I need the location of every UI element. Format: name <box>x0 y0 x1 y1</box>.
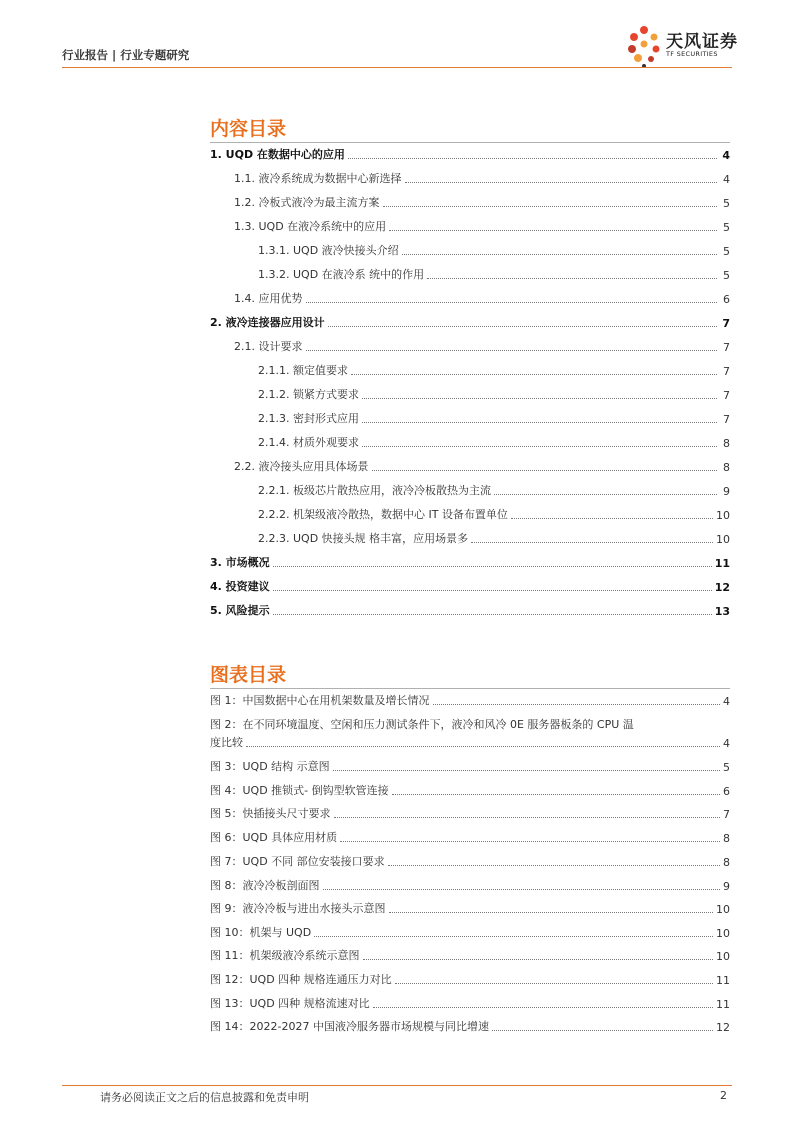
figure-item[interactable] <box>210 758 730 774</box>
toc-item-page: 5 <box>723 197 730 210</box>
toc-item-label: 1.3.1. UQD 液冷快接头介绍 <box>258 244 399 257</box>
toc-item[interactable] <box>210 314 730 330</box>
figure-leader <box>392 793 720 795</box>
toc-item[interactable] <box>234 290 730 306</box>
toc-leader <box>306 301 718 303</box>
figure-leader <box>363 958 714 960</box>
toc-item-label: 2.1.2. 锁紧方式要求 <box>258 388 359 401</box>
toc-item-label: 1.3. UQD 在液冷系统中的应用 <box>234 220 387 233</box>
figure-item[interactable] <box>210 805 730 821</box>
toc-item-page: 5 <box>723 245 730 258</box>
toc-item-label: 2.1. 设计要求 <box>234 340 303 353</box>
figure-item-label: 图 12：UQD 四种 规格连通压力对比 <box>210 973 392 986</box>
figure-leader <box>373 1006 713 1008</box>
figure-item-label: 图 14：2022-2027 中国液冷服务器市场规模与同比增速 <box>210 1020 489 1033</box>
toc-item-label: 2.2.1. 板级芯片散热应用，液冷冷板散热为主流 <box>258 484 491 497</box>
toc-item[interactable] <box>234 218 730 234</box>
toc-item-page: 10 <box>716 509 730 522</box>
toc-item[interactable] <box>234 458 730 474</box>
figure-item-label: 图 4：UQD 推锁式- 倒钩型软管连接 <box>210 784 389 797</box>
toc-item[interactable] <box>258 362 730 378</box>
figure-item[interactable] <box>210 853 730 869</box>
toc-item-page: 8 <box>723 437 730 450</box>
toc-leader <box>372 469 718 471</box>
figure-item[interactable] <box>210 900 730 916</box>
toc-item[interactable] <box>258 482 730 498</box>
toc-item-page: 7 <box>723 341 730 354</box>
figure-item-page: 7 <box>723 808 730 821</box>
toc-title-rule <box>210 142 730 143</box>
toc-leader <box>328 325 717 327</box>
toc-leader <box>427 277 717 279</box>
toc-item-page: 6 <box>723 293 730 306</box>
toc-item-page: 4 <box>722 149 730 162</box>
figure-item-label: 图 2：在不同环境温度、空闲和压力测试条件下，液冷和风冷 0E 服务器板条的 CPU 温 <box>210 718 634 731</box>
footer-disclaimer: 请务必阅读正文之后的信息披露和免责申明 <box>100 1091 309 1104</box>
figure-item[interactable] <box>210 947 730 963</box>
toc-item-page: 7 <box>722 317 730 330</box>
figure-item-page: 4 <box>723 695 730 708</box>
page-number: 2 <box>720 1089 727 1102</box>
toc-item[interactable] <box>258 530 730 546</box>
toc-item-label: 3. 市场概况 <box>210 556 270 569</box>
figure-leader <box>433 703 721 705</box>
toc-item-label: 2.2.3. UQD 快接头规 格丰富，应用场景多 <box>258 532 469 545</box>
figure-item[interactable] <box>210 1018 730 1034</box>
toc-item-page: 7 <box>723 365 730 378</box>
toc-item-label: 4. 投资建议 <box>210 580 270 593</box>
toc-item-page: 9 <box>723 485 730 498</box>
toc-item[interactable] <box>210 602 730 618</box>
figure-item-page: 11 <box>716 998 730 1011</box>
toc-item[interactable] <box>234 170 730 186</box>
figure-item-page: 5 <box>723 761 730 774</box>
toc-item[interactable] <box>258 266 730 282</box>
figure-leader <box>333 769 720 771</box>
toc-item[interactable] <box>210 554 730 570</box>
figure-item[interactable] <box>210 716 730 750</box>
toc-item-label: 2.1.3. 密封形式应用 <box>258 412 359 425</box>
figure-item-page: 4 <box>723 737 730 750</box>
figure-item-page: 6 <box>723 785 730 798</box>
toc-item[interactable] <box>234 194 730 210</box>
toc-leader <box>389 229 717 231</box>
figure-item-page: 9 <box>723 880 730 893</box>
figure-leader <box>388 864 720 866</box>
toc-item-label: 5. 风险提示 <box>210 604 270 617</box>
toc-leader <box>383 205 718 207</box>
toc-leader <box>405 181 718 183</box>
figure-item-label: 图 3：UQD 结构 示意图 <box>210 760 330 773</box>
figure-leader <box>323 888 721 890</box>
figures-title: 图表目录 <box>210 664 287 686</box>
company-logo <box>624 22 738 68</box>
figure-item-page: 10 <box>716 903 730 916</box>
toc-item-label: 2.1.1. 额定值要求 <box>258 364 348 377</box>
toc-leader <box>348 157 717 159</box>
toc-leader <box>494 493 717 495</box>
logo-english-text: TF SECURITIES <box>666 50 718 58</box>
toc-leader <box>273 613 712 615</box>
toc-item[interactable] <box>258 434 730 450</box>
toc-item[interactable] <box>258 506 730 522</box>
figure-item-label: 图 5：快插接头尺寸要求 <box>210 807 331 820</box>
toc-item[interactable] <box>258 410 730 426</box>
toc-leader <box>362 397 717 399</box>
toc-item[interactable] <box>258 386 730 402</box>
toc-item-label: 1.3.2. UQD 在液冷系 统中的作用 <box>258 268 425 281</box>
figure-leader <box>334 816 721 818</box>
figure-item-page: 8 <box>723 856 730 869</box>
toc-item-page: 7 <box>723 413 730 426</box>
toc-item-page: 8 <box>723 461 730 474</box>
toc-leader <box>362 421 717 423</box>
toc-item[interactable] <box>258 242 730 258</box>
figure-item[interactable] <box>210 782 730 798</box>
toc-item-label: 1. UQD 在数据中心的应用 <box>210 148 345 161</box>
toc-item-page: 11 <box>714 557 730 570</box>
toc-item-page: 10 <box>716 533 730 546</box>
figure-item[interactable] <box>210 692 730 708</box>
toc-item-label: 2.2.2. 机架级液冷散热，数据中心 IT 设备布置单位 <box>258 508 508 521</box>
figure-leader <box>492 1029 713 1031</box>
toc-item-label: 2.2. 液冷接头应用具体场景 <box>234 460 369 473</box>
toc-leader <box>273 565 712 567</box>
header-divider <box>62 67 732 68</box>
toc-item-page: 5 <box>723 221 730 234</box>
figure-item-label: 图 9：液冷冷板与进出水接头示意图 <box>210 902 386 915</box>
figure-item[interactable] <box>210 995 730 1011</box>
toc-item-page: 7 <box>723 389 730 402</box>
toc-item-page: 4 <box>723 173 730 186</box>
toc-item-page: 5 <box>723 269 730 282</box>
toc-item-label: 1.1. 液冷系统成为数据中心新选择 <box>234 172 402 185</box>
figure-item-label: 图 11：机架级液冷系统示意图 <box>210 949 360 962</box>
figure-leader <box>246 745 720 747</box>
toc-leader <box>273 589 712 591</box>
toc-item[interactable] <box>234 338 730 354</box>
figure-item-page: 10 <box>716 950 730 963</box>
figure-item-label: 图 7：UQD 不同 部位安装接口要求 <box>210 855 385 868</box>
toc-item-label: 1.4. 应用优势 <box>234 292 303 305</box>
toc-leader <box>306 349 718 351</box>
figure-item-page: 11 <box>716 974 730 987</box>
toc-item-label: 1.2. 冷板式液冷为最主流方案 <box>234 196 380 209</box>
figures-title-rule <box>210 688 730 689</box>
figure-leader <box>389 911 714 913</box>
flower-logo-icon <box>624 22 664 68</box>
toc-item-page: 12 <box>714 581 730 594</box>
figure-leader <box>314 935 713 937</box>
footer-divider <box>62 1085 732 1086</box>
toc-item[interactable] <box>210 146 730 162</box>
figure-item-page: 12 <box>716 1021 730 1034</box>
toc-leader <box>511 517 713 519</box>
toc-title: 内容目录 <box>210 118 287 140</box>
figure-item-page: 8 <box>723 832 730 845</box>
figure-item[interactable] <box>210 971 730 987</box>
toc-item-page: 13 <box>714 605 730 618</box>
figure-item-label: 图 6：UQD 具体应用材质 <box>210 831 338 844</box>
figure-item-page: 10 <box>716 927 730 940</box>
figure-item[interactable] <box>210 877 730 893</box>
toc-item[interactable] <box>210 578 730 594</box>
figure-item-label: 图 1：中国数据中心在用机架数量及增长情况 <box>210 694 430 707</box>
figure-item[interactable] <box>210 829 730 845</box>
figure-item-label: 图 10：机架与 UQD <box>210 926 312 939</box>
toc-leader <box>471 541 713 543</box>
figure-item[interactable] <box>210 924 730 940</box>
toc-item-label: 2.1.4. 材质外观要求 <box>258 436 359 449</box>
figure-item-label: 图 13：UQD 四种 规格流速对比 <box>210 997 370 1010</box>
toc-leader <box>402 253 717 255</box>
toc-leader <box>362 445 717 447</box>
toc-leader <box>351 373 717 375</box>
figure-leader <box>340 840 720 842</box>
header-breadcrumb: 行业报告 | 行业专题研究 <box>62 48 190 62</box>
figure-item-label: 图 8：液冷冷板剖面图 <box>210 879 320 892</box>
figure-item-label-cont: 度比较 <box>210 736 243 749</box>
logo-chinese-text: 天风证券 <box>666 32 738 52</box>
toc-item-label: 2. 液冷连接器应用设计 <box>210 316 325 329</box>
figure-leader <box>395 982 713 984</box>
